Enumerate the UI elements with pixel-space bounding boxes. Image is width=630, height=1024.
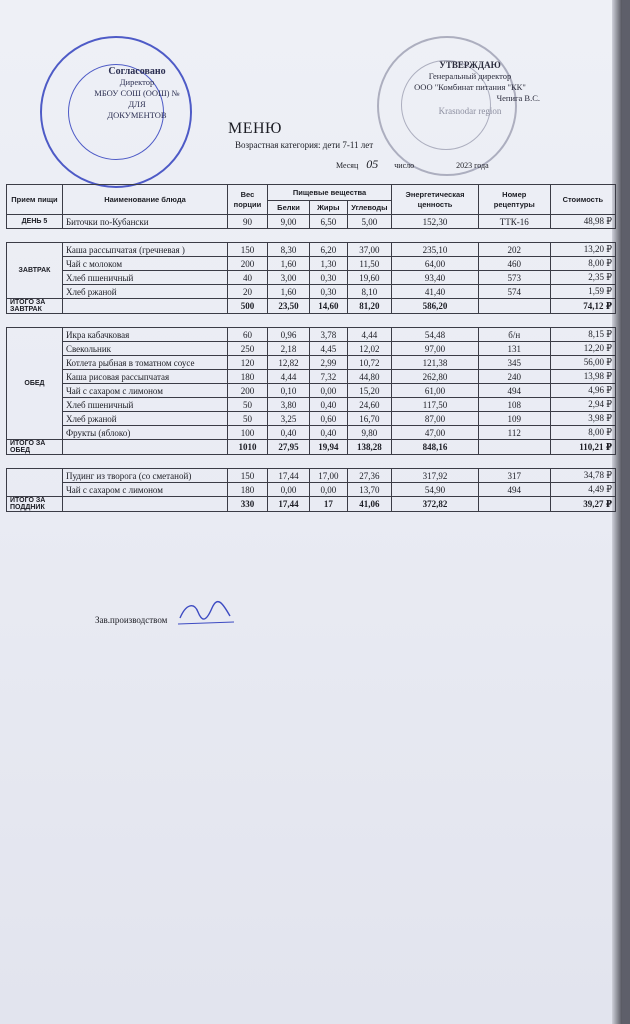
cell-cost: 8,00 ₽ — [550, 257, 615, 271]
cell-weight: 150 — [228, 469, 268, 483]
cell-cost: 56,00 ₽ — [550, 356, 615, 370]
cell-fat: 0,00 — [310, 384, 347, 398]
production-manager-label: Зав.производством — [95, 615, 168, 625]
cell-carbs: 138,28 — [347, 440, 392, 455]
dish-name: Хлеб пшеничный — [62, 271, 227, 285]
cell-energy: 121,38 — [392, 356, 479, 370]
cell-weight: 100 — [228, 426, 268, 440]
cell-carbs: 19,60 — [347, 271, 392, 285]
cell-energy: 87,00 — [392, 412, 479, 426]
header-energy: Энергетическая ценность — [392, 185, 479, 215]
cell-cost: 4,96 ₽ — [550, 384, 615, 398]
header-carbs: Углеводы — [347, 201, 392, 215]
cell-protein: 9,00 — [267, 215, 309, 229]
cell-carbs: 9,80 — [347, 426, 392, 440]
cell-weight: 1010 — [228, 440, 268, 455]
cell-weight: 90 — [228, 215, 268, 229]
cell-recipe: 317 — [478, 469, 550, 483]
cell-carbs: 16,70 — [347, 412, 392, 426]
dish-name: Свекольник — [62, 342, 227, 356]
table-row — [7, 384, 616, 398]
dish-name: Хлеб пшеничный — [62, 398, 227, 412]
cell-protein: 3,80 — [267, 398, 309, 412]
header-weight: Вес порции — [228, 185, 268, 215]
header-dish: Наименование блюда — [62, 185, 227, 215]
cell-energy: 586,20 — [392, 299, 479, 314]
total-label: ИТОГО ЗА ОБЕД — [7, 440, 63, 455]
dish-name: Чай с молоком — [62, 257, 227, 271]
header-cost: Стоимость — [550, 185, 615, 215]
cell-protein: 4,44 — [267, 370, 309, 384]
table-row — [7, 285, 616, 299]
cell-fat: 0,40 — [310, 398, 347, 412]
right-approval-line: ООО "Комбинат питания "КК" — [414, 82, 526, 92]
cell-energy: 47,00 — [392, 426, 479, 440]
table-row — [7, 469, 616, 483]
dish-name: Фрукты (яблоко) — [62, 426, 227, 440]
cell-weight: 120 — [228, 356, 268, 370]
cell-cost: 4,49 ₽ — [550, 483, 615, 497]
cell-cost: 3,98 ₽ — [550, 412, 615, 426]
cell-protein: 1,60 — [267, 257, 309, 271]
cell-fat: 0,00 — [310, 483, 347, 497]
cell-weight: 40 — [228, 271, 268, 285]
cell-energy: 317,92 — [392, 469, 479, 483]
cell-fat: 17,00 — [310, 469, 347, 483]
header-meal: Прием пищи — [7, 185, 63, 215]
cell-recipe — [478, 497, 550, 512]
left-approval-line: Директор — [119, 77, 155, 87]
cell-fat: 0,30 — [310, 271, 347, 285]
cell-cost: 8,00 ₽ — [550, 426, 615, 440]
cell-recipe: 494 — [478, 483, 550, 497]
cell-energy: 117,50 — [392, 398, 479, 412]
stamp-region-text: Krasnodar region — [438, 106, 502, 116]
cell-protein: 0,10 — [267, 384, 309, 398]
cell-recipe — [478, 299, 550, 314]
header-nutrients: Пищевые вещества — [267, 185, 391, 201]
cell-protein: 8,30 — [267, 243, 309, 257]
cell-fat: 17 — [310, 497, 347, 512]
cell-weight: 200 — [228, 257, 268, 271]
cell-carbs: 15,20 — [347, 384, 392, 398]
cell-weight: 200 — [228, 384, 268, 398]
cell-energy: 41,40 — [392, 285, 479, 299]
page-edge-shadow — [612, 0, 622, 1024]
menu-table — [6, 184, 616, 512]
cell-fat: 19,94 — [310, 440, 347, 455]
cell-recipe: 109 — [478, 412, 550, 426]
cell-fat: 0,30 — [310, 285, 347, 299]
cell-carbs: 12,02 — [347, 342, 392, 356]
cell-weight: 50 — [228, 398, 268, 412]
cell-energy: 372,82 — [392, 497, 479, 512]
table-row — [7, 398, 616, 412]
cell-recipe: б/н — [478, 328, 550, 342]
header-fat: Жиры — [310, 201, 347, 215]
cell-carbs: 13,70 — [347, 483, 392, 497]
total-row-snack — [7, 497, 616, 512]
cell-carbs: 41,06 — [347, 497, 392, 512]
cell-recipe: 345 — [478, 356, 550, 370]
cell-energy: 97,00 — [392, 342, 479, 356]
total-label: ИТОГО ЗА ПОДДНИК — [7, 497, 63, 512]
cell-cost: 13,98 ₽ — [550, 370, 615, 384]
cell-protein: 1,60 — [267, 285, 309, 299]
left-approval-block — [92, 66, 182, 121]
cell-protein: 17,44 — [267, 497, 309, 512]
cell-carbs: 24,60 — [347, 398, 392, 412]
cell-fat: 4,45 — [310, 342, 347, 356]
cell-weight: 150 — [228, 243, 268, 257]
cell-protein: 3,25 — [267, 412, 309, 426]
cell-protein: 2,18 — [267, 342, 309, 356]
cell-carbs: 8,10 — [347, 285, 392, 299]
cell-protein: 17,44 — [267, 469, 309, 483]
cell-protein: 0,00 — [267, 483, 309, 497]
cell-protein: 3,00 — [267, 271, 309, 285]
cell-weight: 20 — [228, 285, 268, 299]
dish-name: Котлета рыбная в томатном соусе — [62, 356, 227, 370]
cell-cost: 2,35 ₽ — [550, 271, 615, 285]
header-protein: Белки — [267, 201, 309, 215]
cell-recipe: 494 — [478, 384, 550, 398]
total-row-lunch — [7, 440, 616, 455]
cell-cost: 1,59 ₽ — [550, 285, 615, 299]
table-row — [7, 412, 616, 426]
cell-energy: 54,48 — [392, 328, 479, 342]
table-row — [7, 257, 616, 271]
left-approval-line: ДЛЯ — [128, 99, 146, 109]
left-approval-line: ДОКУМЕНТОВ — [107, 110, 167, 120]
cell-cost: 34,78 ₽ — [550, 469, 615, 483]
cell-recipe — [478, 440, 550, 455]
right-approval-line: Чепига В.С. — [496, 93, 540, 103]
cell-fat: 0,40 — [310, 426, 347, 440]
table-row — [7, 271, 616, 285]
cell-cost: 8,15 ₽ — [550, 328, 615, 342]
cell-weight: 500 — [228, 299, 268, 314]
dish-name: Биточки по-Кубански — [62, 215, 227, 229]
meal-label-lunch: ОБЕД — [7, 328, 63, 440]
cell-carbs: 5,00 — [347, 215, 392, 229]
cell-carbs: 81,20 — [347, 299, 392, 314]
cell-recipe: 112 — [478, 426, 550, 440]
table-row — [7, 328, 616, 342]
cell-carbs: 37,00 — [347, 243, 392, 257]
cell-cost: 13,20 ₽ — [550, 243, 615, 257]
cell-recipe: 108 — [478, 398, 550, 412]
meal-label-breakfast: ЗАВТРАК — [7, 243, 63, 299]
day-label: ДЕНЬ 5 — [7, 215, 63, 229]
cell-energy: 54,90 — [392, 483, 479, 497]
cell-recipe: 131 — [478, 342, 550, 356]
table-row — [7, 426, 616, 440]
cell-energy: 848,16 — [392, 440, 479, 455]
right-approval-title: УТВЕРЖДАЮ — [439, 60, 501, 70]
cell-energy: 235,10 — [392, 243, 479, 257]
dish-name: Хлеб ржаной — [62, 412, 227, 426]
cell-carbs: 27,36 — [347, 469, 392, 483]
year-value: 2023 года — [456, 161, 489, 170]
table-row — [7, 370, 616, 384]
cell-protein: 27,95 — [267, 440, 309, 455]
day-label: число — [394, 161, 415, 170]
cell-recipe: 202 — [478, 243, 550, 257]
table-row — [7, 342, 616, 356]
cell-carbs: 10,72 — [347, 356, 392, 370]
cell-cost: 48,98 ₽ — [550, 215, 615, 229]
cell-recipe: 573 — [478, 271, 550, 285]
cell-energy: 262,80 — [392, 370, 479, 384]
cell-carbs: 11,50 — [347, 257, 392, 271]
cell-fat: 0,60 — [310, 412, 347, 426]
cell-fat: 3,78 — [310, 328, 347, 342]
cell-weight: 330 — [228, 497, 268, 512]
left-approval-title: Согласовано — [108, 66, 166, 77]
cell-fat: 6,20 — [310, 243, 347, 257]
cell-fat: 1,30 — [310, 257, 347, 271]
cell-recipe: ТТК-16 — [478, 215, 550, 229]
right-approval-line: Генеральный директор — [428, 71, 512, 81]
page-title: МЕНЮ — [228, 120, 282, 137]
dish-name: Пудинг из творога (со сметаной) — [62, 469, 227, 483]
left-approval-line: МБОУ СОШ (ООШ) № — [94, 88, 180, 98]
cell-weight: 60 — [228, 328, 268, 342]
signature-mark — [176, 598, 236, 628]
cell-recipe: 460 — [478, 257, 550, 271]
cell-carbs: 4,44 — [347, 328, 392, 342]
month-value: 05 — [366, 157, 379, 171]
cell-carbs: 44,80 — [347, 370, 392, 384]
cell-energy: 61,00 — [392, 384, 479, 398]
total-row-breakfast — [7, 299, 616, 314]
cell-protein: 12,82 — [267, 356, 309, 370]
table-row — [7, 356, 616, 370]
cell-cost: 12,20 ₽ — [550, 342, 615, 356]
cell-fat: 2,99 — [310, 356, 347, 370]
cell-protein: 0,40 — [267, 426, 309, 440]
table-row — [7, 215, 616, 229]
cell-energy: 93,40 — [392, 271, 479, 285]
table-row — [7, 483, 616, 497]
cell-weight: 50 — [228, 412, 268, 426]
dish-name: Чай с сахаром с лимоном — [62, 384, 227, 398]
month-label: Месяц — [336, 161, 359, 170]
cell-protein: 0,96 — [267, 328, 309, 342]
cell-energy: 152,30 — [392, 215, 479, 229]
dish-name: Икра кабачковая — [62, 328, 227, 342]
cell-recipe: 240 — [478, 370, 550, 384]
cell-weight: 180 — [228, 370, 268, 384]
cell-cost: 110,21 ₽ — [550, 440, 615, 455]
cell-cost: 2,94 ₽ — [550, 398, 615, 412]
cell-recipe: 574 — [478, 285, 550, 299]
dish-name: Хлеб ржаной — [62, 285, 227, 299]
cell-energy: 64,00 — [392, 257, 479, 271]
cell-protein: 23,50 — [267, 299, 309, 314]
table-row — [7, 243, 616, 257]
dish-name: Каша рассыпчатая (гречневая ) — [62, 243, 227, 257]
date-line — [336, 157, 489, 172]
cell-fat: 7,32 — [310, 370, 347, 384]
right-approval-block — [400, 60, 540, 117]
meal-label-snack — [7, 469, 63, 497]
cell-fat: 6,50 — [310, 215, 347, 229]
header-recipe: Номер рецептуры — [478, 185, 550, 215]
cell-cost: 74,12 ₽ — [550, 299, 615, 314]
age-category: Возрастная категория: дети 7-11 лет — [235, 140, 374, 150]
total-label: ИТОГО ЗА ЗАВТРАК — [7, 299, 63, 314]
cell-cost: 39,27 ₽ — [550, 497, 615, 512]
cell-fat: 14,60 — [310, 299, 347, 314]
dish-name: Каша рисовая рассыпчатая — [62, 370, 227, 384]
cell-weight: 180 — [228, 483, 268, 497]
cell-weight: 250 — [228, 342, 268, 356]
dish-name: Чай с сахаром с лимоном — [62, 483, 227, 497]
